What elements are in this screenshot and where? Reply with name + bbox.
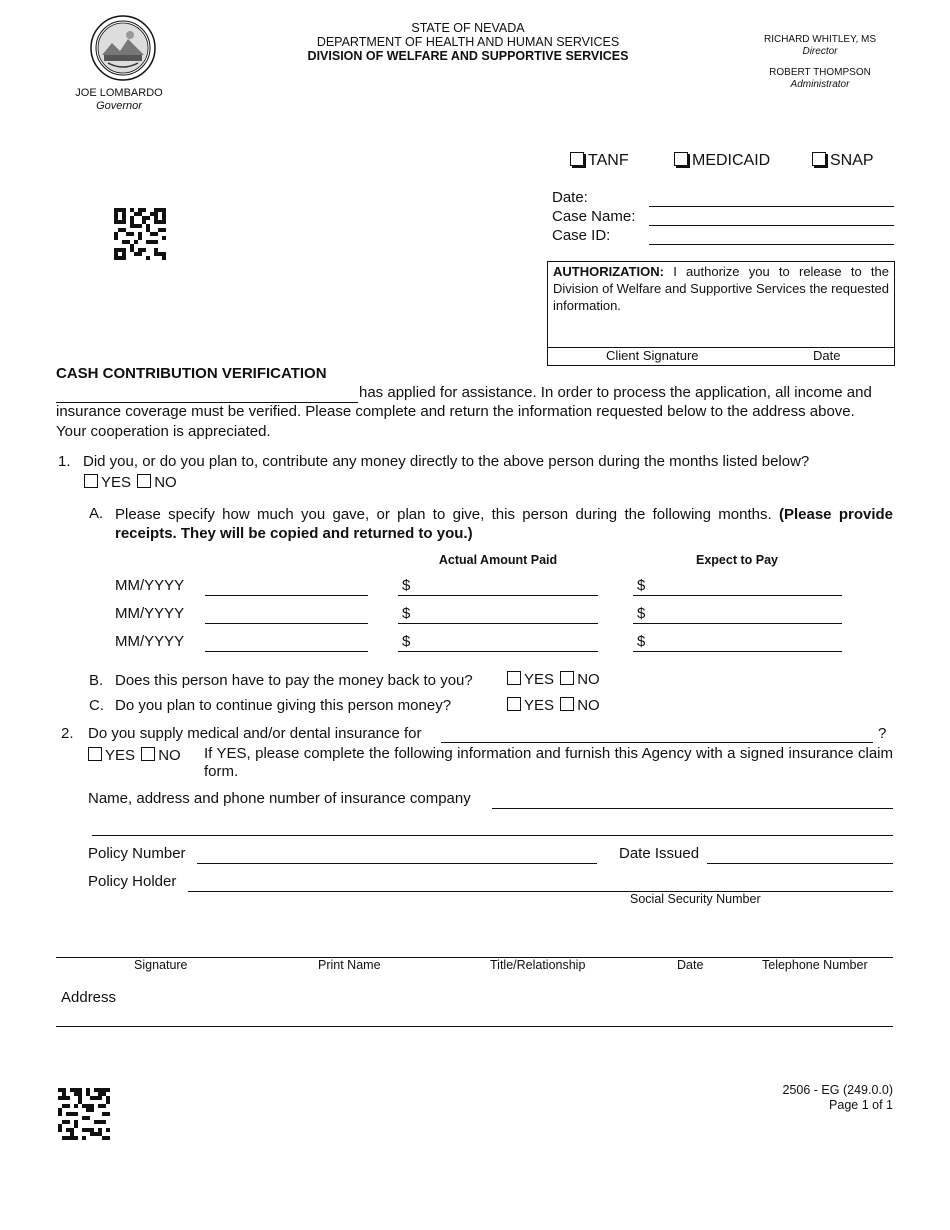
qc-text: Do you plan to continue giving this person money? — [115, 697, 452, 714]
qb-yes-label: YES — [524, 671, 555, 688]
director-title: Director — [802, 46, 838, 57]
insured-person-field[interactable] — [441, 742, 873, 743]
q1-yes-checkbox[interactable] — [84, 474, 98, 488]
intro-line-3: Your cooperation is appreciated. — [56, 423, 271, 440]
director-name: RICHARD WHITLEY, MS — [763, 34, 877, 45]
intro-line-2: insurance coverage must be verified. Please complete and return the information requested below to the address above. — [56, 403, 855, 420]
authorization-box — [547, 261, 895, 366]
qa-receipts-note: (Please provide receipts. They will be copied and returned to you.) — [115, 506, 893, 542]
qb-no-label: NO — [577, 671, 600, 688]
form-number: 2506 - EG (249.0.0) — [782, 1083, 893, 1097]
qc-letter: C. — [89, 697, 104, 714]
month-label-1: MM/YYYY — [115, 577, 185, 594]
month-field-3[interactable] — [205, 651, 368, 652]
date-issued-field[interactable] — [707, 863, 893, 864]
q1-yes-label: YES — [101, 474, 132, 491]
q1-no-checkbox[interactable] — [137, 474, 151, 488]
dollar-sign: $ — [402, 605, 411, 622]
expect-amount-field-1[interactable] — [633, 595, 842, 596]
program-tanf[interactable]: TANF — [570, 152, 629, 170]
actual-amount-field-3[interactable] — [398, 651, 598, 652]
q1-no-label: NO — [154, 474, 177, 491]
q2-yes-label: YES — [105, 747, 136, 764]
actual-amount-field-1[interactable] — [398, 595, 598, 596]
client-signature-label: Client Signature — [606, 348, 699, 363]
date-issued-label: Date Issued — [619, 845, 700, 862]
authorization-date-label: Date — [813, 348, 841, 363]
qr-code-top — [114, 208, 166, 260]
signature-label: Signature — [134, 958, 188, 972]
month-label-3: MM/YYYY — [115, 633, 185, 650]
dollar-sign: $ — [402, 577, 411, 594]
program-medicaid[interactable]: MEDICAID — [674, 152, 770, 170]
q1-number: 1. — [58, 453, 71, 470]
ssn-label: Social Security Number — [630, 892, 761, 906]
qc-no-checkbox[interactable] — [560, 697, 574, 711]
q2-no-checkbox[interactable] — [141, 747, 155, 761]
dollar-sign: $ — [637, 577, 646, 594]
medicaid-checkbox[interactable] — [674, 152, 688, 166]
q2-text: Do you supply medical and/or dental insurance for — [88, 725, 422, 742]
insurance-company-label: Name, address and phone number of insurance company — [88, 790, 471, 807]
date-label: Date: — [552, 189, 588, 206]
case-name-label: Case Name: — [552, 208, 636, 225]
qc-no-label: NO — [577, 697, 600, 714]
policy-holder-label: Policy Holder — [88, 873, 177, 890]
qb-no-checkbox[interactable] — [560, 671, 574, 685]
qb-text: Does this person have to pay the money back to you? — [115, 672, 473, 689]
month-field-1[interactable] — [205, 595, 368, 596]
actual-amount-field-2[interactable] — [398, 623, 598, 624]
dollar-sign: $ — [637, 633, 646, 650]
case-id-label: Case ID: — [552, 227, 611, 244]
policy-holder-field[interactable] — [188, 891, 893, 892]
governor-name: JOE LOMBARDO — [75, 87, 163, 99]
authorization-heading: AUTHORIZATION: — [553, 264, 664, 279]
q2-yes-checkbox[interactable] — [88, 747, 102, 761]
header-department: DEPARTMENT OF HEALTH AND HUMAN SERVICES — [316, 35, 620, 49]
intro-line-1: has applied for assistance. In order to process the application, all income and — [359, 384, 872, 401]
qc-yes-label: YES — [524, 697, 555, 714]
q2-no-label: NO — [158, 747, 181, 764]
client-signature-field[interactable] — [548, 347, 894, 366]
header-state: STATE OF NEVADA — [411, 21, 525, 35]
qb-letter: B. — [89, 672, 104, 689]
q1-text: Did you, or do you plan to, contribute any money directly to the above person during the months listed below? — [83, 453, 810, 470]
title-relationship-label: Title/Relationship — [490, 958, 586, 972]
program-snap[interactable]: SNAP — [812, 152, 874, 170]
qa-letter: A. — [89, 505, 104, 522]
qc-yes-checkbox[interactable] — [507, 697, 521, 711]
qr-code-bottom — [58, 1088, 110, 1140]
policy-number-field[interactable] — [197, 863, 597, 864]
header-division: DIVISION OF WELFARE AND SUPPORTIVE SERVICES — [307, 49, 629, 63]
q2-number: 2. — [61, 725, 74, 742]
authorization-text: I authorize you to release to the Division of Welfare and Supportive Services the requested information. — [553, 264, 889, 313]
q2-if-yes-text: If YES, please complete the following information and furnish this Agency with a signed insurance claim form. — [204, 745, 893, 780]
case-id-field[interactable] — [649, 244, 894, 245]
month-label-2: MM/YYYY — [115, 605, 185, 622]
qb-yes-checkbox[interactable] — [507, 671, 521, 685]
month-field-2[interactable] — [205, 623, 368, 624]
signature-date-label: Date — [677, 958, 704, 972]
governor-title: Governor — [96, 100, 142, 112]
q2-question-mark: ? — [878, 725, 887, 742]
seal-icon — [90, 15, 156, 81]
expect-amount-field-3[interactable] — [633, 651, 842, 652]
form-title: CASH CONTRIBUTION VERIFICATION — [56, 365, 327, 382]
dollar-sign: $ — [402, 633, 411, 650]
policy-number-label: Policy Number — [88, 845, 186, 862]
col-expect-to-pay: Expect to Pay — [696, 553, 778, 567]
date-field[interactable] — [649, 206, 894, 207]
col-actual-amount: Actual Amount Paid — [438, 553, 558, 567]
administrator-name: ROBERT THOMPSON — [769, 67, 871, 78]
print-name-label: Print Name — [318, 958, 381, 972]
insurance-company-field-line-2[interactable] — [92, 835, 893, 836]
state-seal — [90, 15, 156, 81]
address-field[interactable] — [56, 1026, 893, 1027]
dollar-sign: $ — [637, 605, 646, 622]
page-number: Page 1 of 1 — [829, 1098, 893, 1112]
address-label: Address — [61, 989, 117, 1006]
administrator-title: Administrator — [790, 79, 850, 90]
insurance-company-field[interactable] — [492, 808, 893, 809]
case-name-field[interactable] — [649, 225, 894, 226]
expect-amount-field-2[interactable] — [633, 623, 842, 624]
telephone-label: Telephone Number — [762, 958, 868, 972]
snap-checkbox[interactable] — [812, 152, 826, 166]
tanf-checkbox[interactable] — [570, 152, 584, 166]
qa-text: Please specify how much you gave, or plan to give, this person during the following months. — [115, 506, 779, 523]
